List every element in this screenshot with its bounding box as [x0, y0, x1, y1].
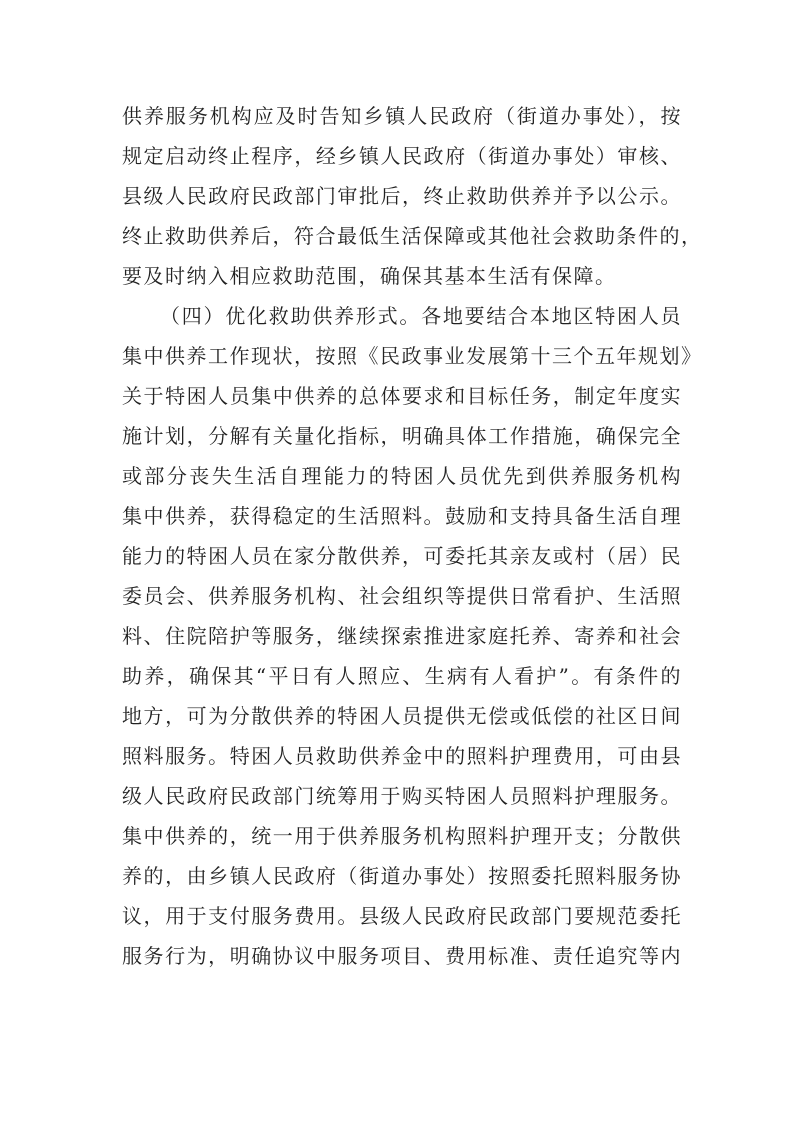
text-line: 养的，由乡镇人民政府（街道办事处）按照委托照料服务协	[122, 864, 682, 888]
text-line: 终止救助供养后，符合最低生活保障或其他社会救助条件的，	[122, 224, 703, 248]
text-line: 关于特困人员集中供养的总体要求和目标任务，制定年度实	[122, 384, 682, 408]
text-line: 级人民政府民政部门统筹用于购买特困人员照料护理服务。	[122, 784, 682, 808]
text-line: 地方，可为分散供养的特困人员提供无偿或低偿的社区日间	[122, 704, 682, 728]
section-heading-line: （四）优化救助供养形式。各地要结合本地区特困人员	[160, 304, 682, 328]
text-line: 集中供养工作现状，按照《民政事业发展第十三个五年规划》	[122, 344, 703, 368]
text-line: 服务行为，明确协议中服务项目、费用标准、责任追究等内	[122, 944, 682, 968]
text-line: 委员会、供养服务机构、社会组织等提供日常看护、生活照	[122, 584, 682, 608]
text-line: 议，用于支付服务费用。县级人民政府民政部门要规范委托	[122, 904, 682, 928]
text-line: 能力的特困人员在家分散供养，可委托其亲友或村（居）民	[122, 544, 682, 568]
body-text	[122, 96, 703, 976]
text-line: 集中供养，获得稳定的生活照料。鼓励和支持具备生活自理	[122, 504, 682, 528]
text-line: 要及时纳入相应救助范围，确保其基本生活有保障。	[122, 264, 617, 288]
text-line: 助养，确保其“平日有人照应、生病有人看护”。有条件的	[122, 664, 682, 688]
text-line: 照料服务。特困人员救助供养金中的照料护理费用，可由县	[122, 744, 682, 768]
text-line: 或部分丧失生活自理能力的特困人员优先到供养服务机构	[122, 464, 682, 488]
text-line: 料、住院陪护等服务，继续探索推进家庭托养、寄养和社会	[122, 624, 682, 648]
text-line: 施计划，分解有关量化指标，明确具体工作措施，确保完全	[122, 424, 682, 448]
text-line: 集中供养的，统一用于供养服务机构照料护理开支；分散供	[122, 824, 682, 848]
text-line: 县级人民政府民政部门审批后，终止救助供养并予以公示。	[122, 184, 682, 208]
text-line: 规定启动终止程序，经乡镇人民政府（街道办事处）审核、	[122, 144, 682, 168]
text-line: 供养服务机构应及时告知乡镇人民政府（街道办事处），按	[122, 104, 682, 128]
